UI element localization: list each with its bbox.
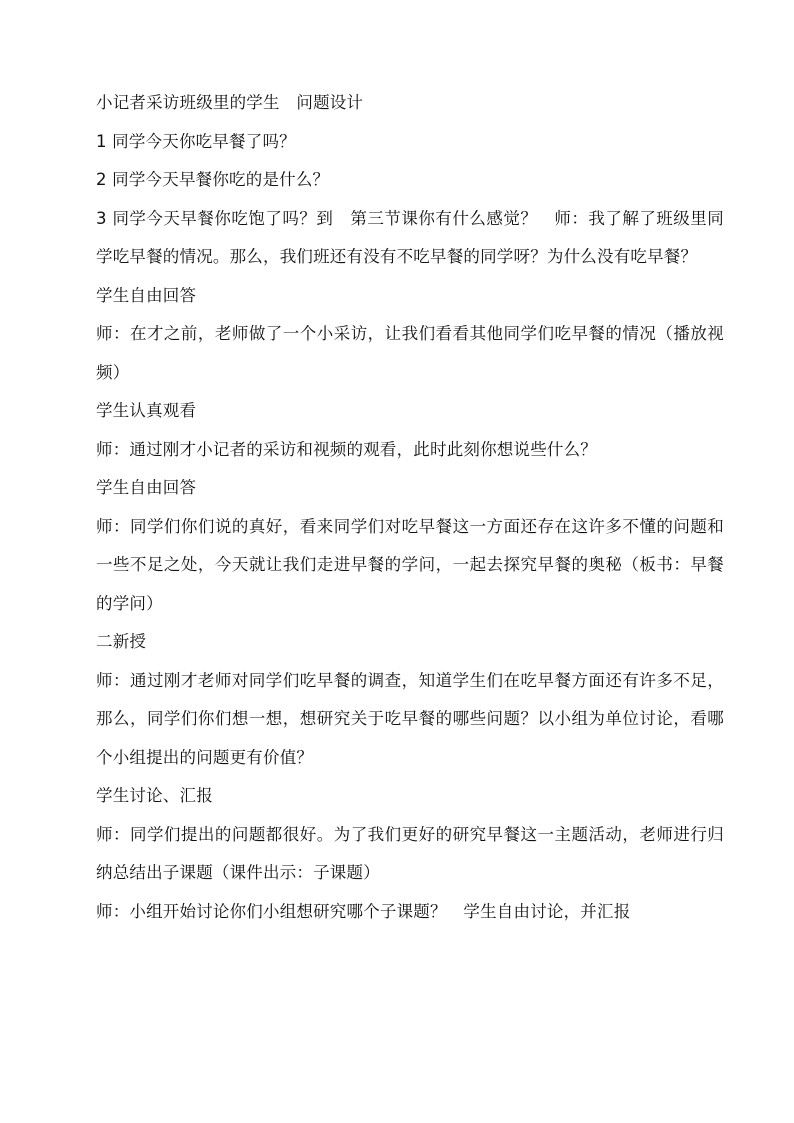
question-2: 2 同学今天早餐你吃的是什么？ [96,170,330,189]
question-1: 1 同学今天你吃早餐了吗？ [96,131,296,151]
student-answer-2: 学生自由回答 [96,478,197,497]
question-3-and-teacher: 3 同学今天早餐你吃饱了吗？到 第三节课你有什么感觉？ 师：我了解了班级里同学吃早餐的情况。那么，我们班还有没有不吃早餐的同学呀？为什么没有吃早餐？ [96,208,724,266]
teacher-intro-topic: 师：同学们你们说的真好，看来同学们对吃早餐这一方面还存在这许多不懂的问题和一些不足之处，今天就让我们走进早餐的学问，一起去探究早餐的奥秘（板书：早餐的学问） [96,516,724,613]
document-body [96,84,724,931]
section-new-lesson: 二新授 [96,632,147,651]
student-answer-1: 学生自由回答 [96,285,197,305]
heading-question-design: 小记者采访班级里的学生 问题设计 [96,93,364,112]
teacher-group-discussion: 师：小组开始讨论你们小组想研究哪个子课题？ 学生自由讨论，并汇报 [96,901,631,921]
student-discuss-report: 学生讨论、汇报 [96,786,213,805]
teacher-subtopics: 师：同学们提出的问题都很好。为了我们更好的研究早餐这一主题活动，老师进行归纳总结出子课题（课件出示：子课题） [96,824,724,882]
teacher-survey-discussion: 师：通过刚才老师对同学们吃早餐的调查，知道学生们在吃早餐方面还有许多不足，那么，同学们你们想一想，想研究关于吃早餐的哪些问题？以小组为单位讨论，看哪个小组提出的问题更有价值？ [96,670,724,767]
teacher-video: 师：在才之前，老师做了一个小采访，让我们看看其他同学们吃早餐的情况（播放视频） [96,324,724,382]
student-watch: 学生认真观看 [96,401,197,420]
teacher-reflection: 师：通过刚才小记者的采访和视频的观看，此时此刻你想说些什么？ [96,439,597,459]
